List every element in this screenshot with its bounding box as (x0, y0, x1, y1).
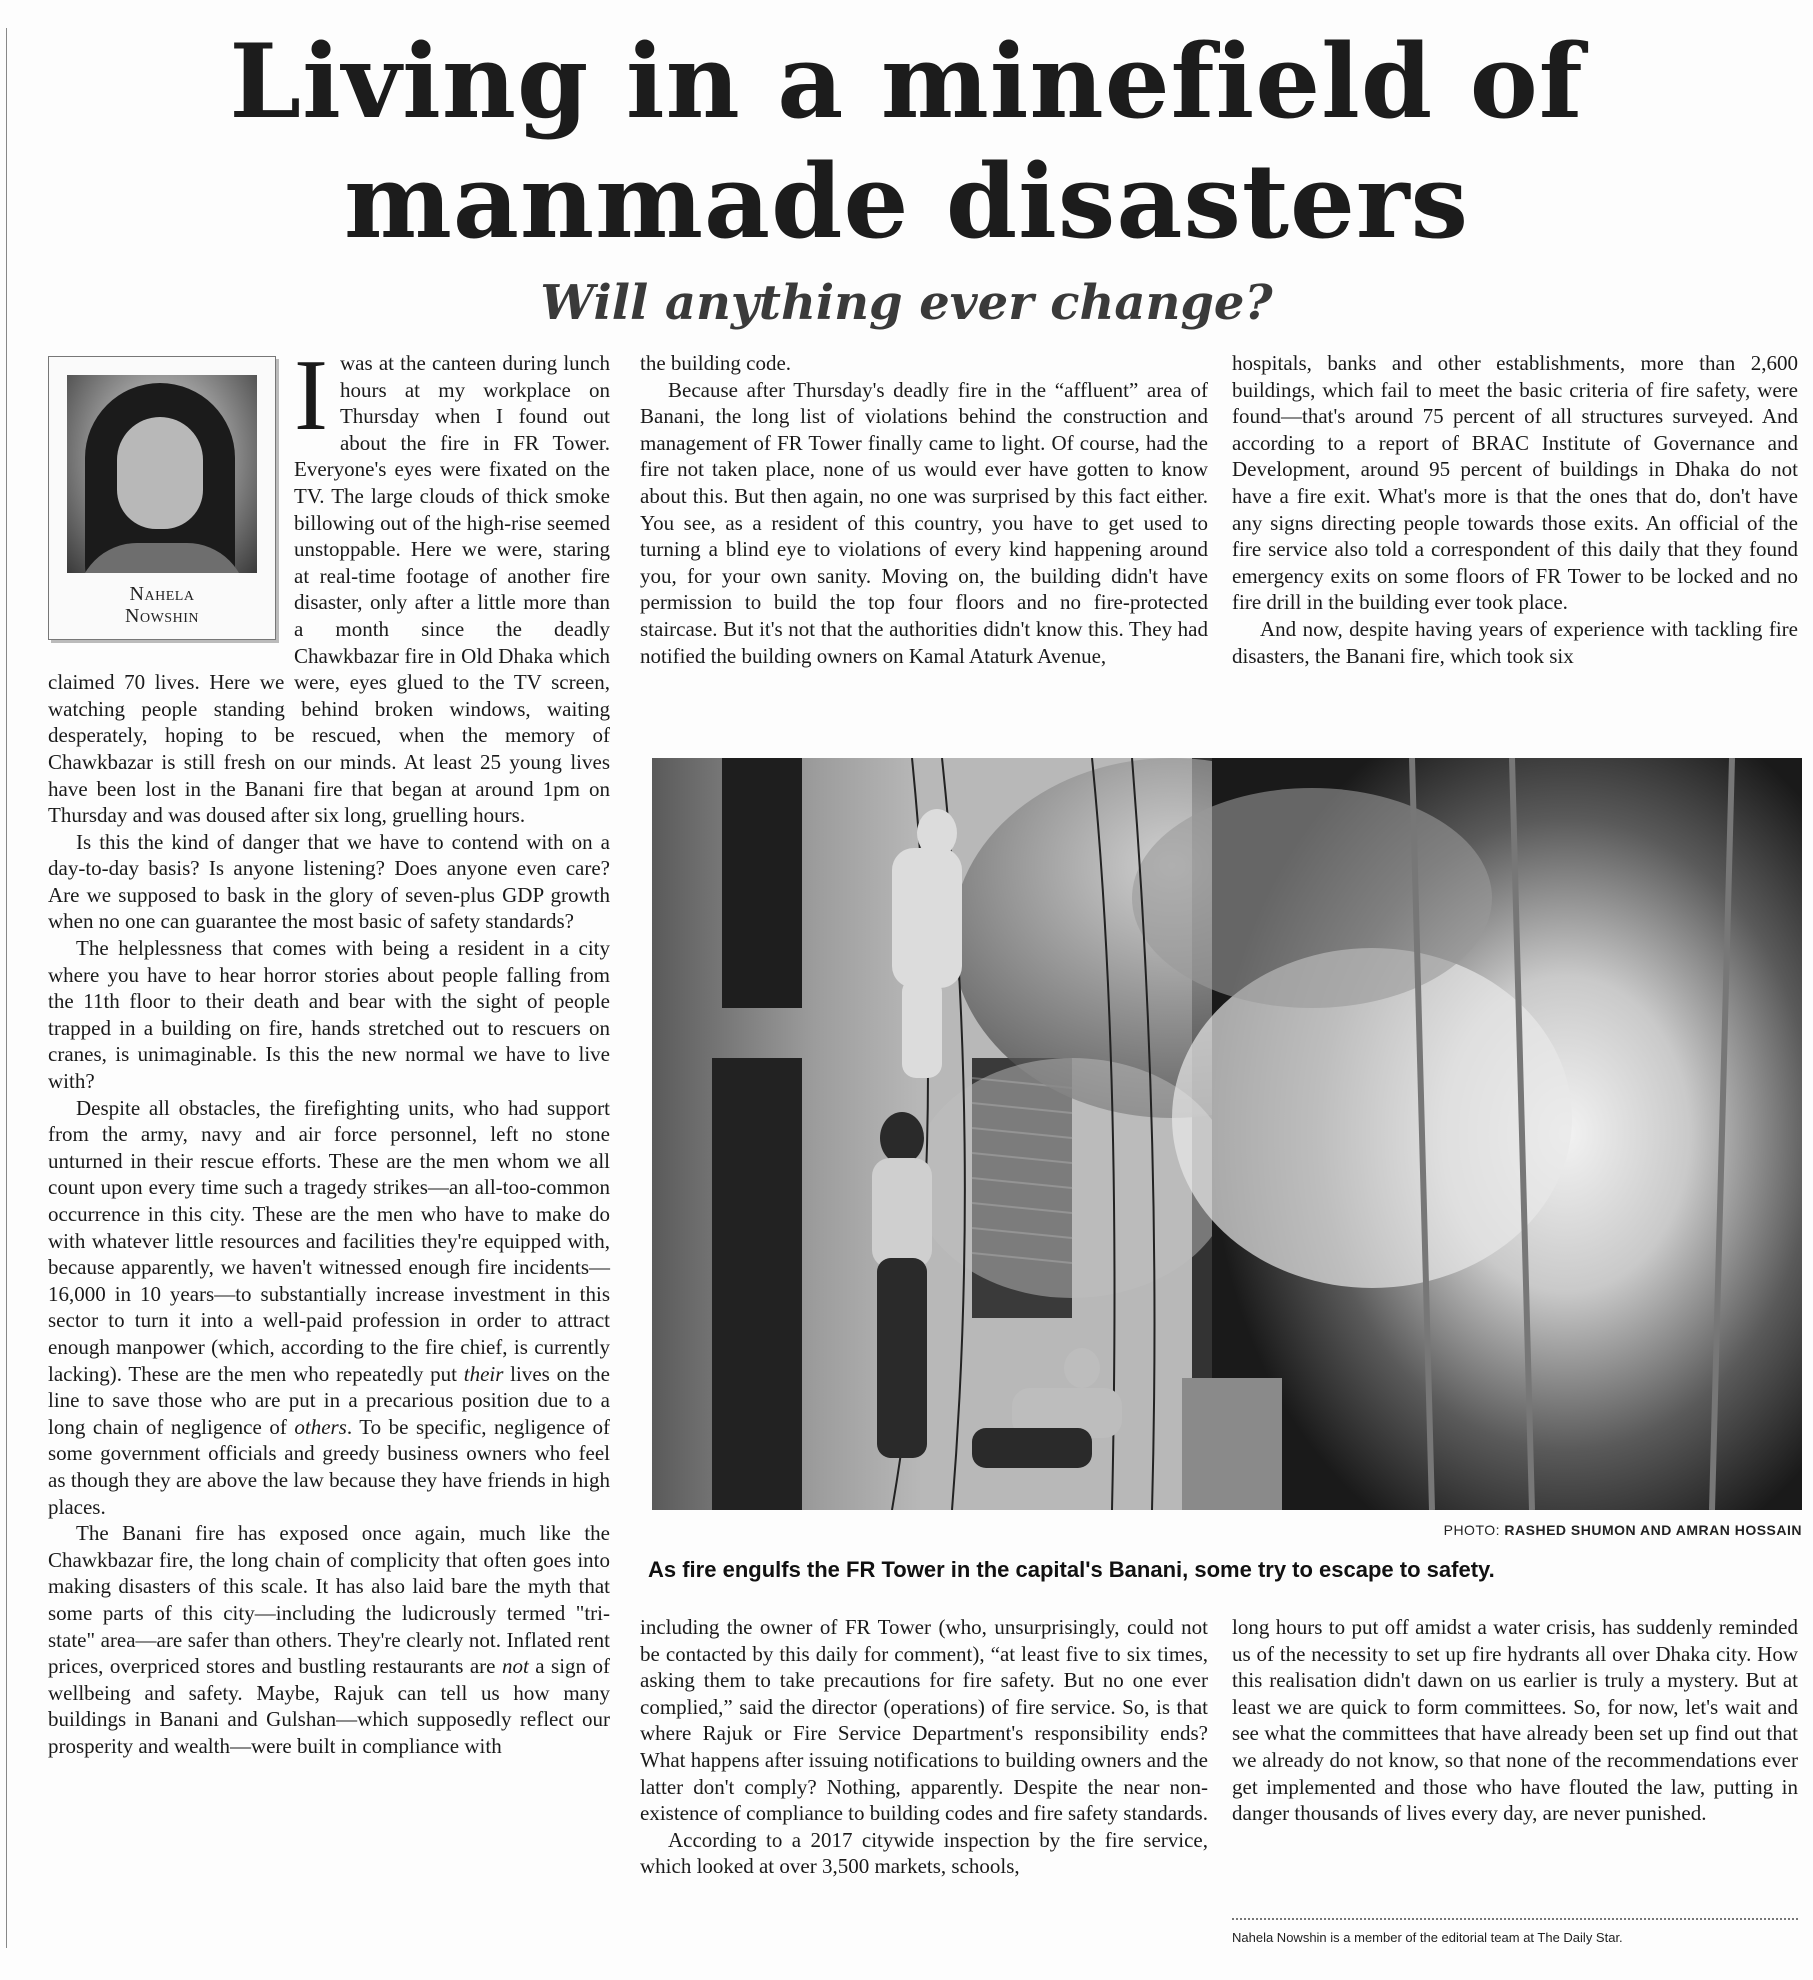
photo-caption: As fire engulfs the FR Tower in the capital's Banani, some try to escape to safety. (648, 1557, 1495, 1582)
paragraph: Is this the kind of danger that we have to contend with on a day-to-day basis? Is anyone listening? Does anyone even care? Are we supposed to bask in the glory of seven-plus GDP growth when no one can guarantee the most basic of safety standards? (48, 829, 610, 934)
photo-illustration (652, 758, 1802, 1510)
paragraph: According to a 2017 citywide inspection by the fire service, which looked at over 3,500 markets, schools, (640, 1827, 1208, 1879)
paragraph: the building code. (640, 351, 792, 375)
photo-credit: PHOTO: RASHED SHUMON AND AMRAN HOSSAIN (1443, 1522, 1802, 1538)
drop-cap: I (294, 339, 328, 452)
paragraph: Because after Thursday's deadly fire in the “affluent” area of Banani, the long list of violations behind the construction and management of FR Tower finally came to light. Of course, had the fire not taken place, none of us would ever have gotten to know about this. But then again, no one was surprised by this fact either. You see, as a resident of this country, you have to get used to turning a blind eye to violations of every kind happening around you, for your own sanity. Moving on, the building didn't have permission to build the top four floors and no fire-protected staircase. But it's not that the authorities didn't know this. They had notified the building owners on Kamal Ataturk Avenue, (640, 377, 1208, 668)
headline-line-2: manmade disasters (343, 142, 1470, 262)
article-column-3-top (1232, 350, 1798, 669)
author-name: Nahela Nowshin (125, 583, 199, 627)
footnote-divider (1232, 1918, 1798, 1920)
subheadline: Will anything ever change? (540, 275, 1273, 331)
headline (0, 22, 1813, 262)
author-box (48, 356, 276, 640)
paragraph: long hours to put off amidst a water crisis, has suddenly reminded us of the necessity to set up fire hydrants all over Dhaka city. How this realisation didn't dawn on us earlier is truly a mystery. But at least we are quick to form committees. So, for now, let's wait and see what the committees that have already been set up find out that we already do not know, so that none of the recommendations ever get implemented and those who have flouted the law, putting in danger thousands of lives every day, are never punished. (1232, 1615, 1798, 1826)
headline-line-1: Living in a minefield of (229, 22, 1584, 142)
paragraph: The Banani fire has exposed once again, much like the Chawkbazar fire, the long chain of complicity that often goes into making disasters of this scale. It has also laid bare the myth that some parts of this city—including the ludicrously termed "tri-state" area—are safer than others. They're clearly not. Inflated rent prices, overpriced stores and bustling restaurants are not a sign of wellbeing and safety. Maybe, Rajuk can tell us how many buildings in Banani and Gulshan—which supposedly reflect our prosperity and wealth—were built in compliance with (48, 1521, 611, 1758)
paragraph: hospitals, banks and other establishments, more than 2,600 buildings, which fail to meet the basic criteria of fire safety, were found—that's around 75 percent of all structures surveyed. And according to a report of BRAC Institute of Governance and Development, around 95 percent of buildings in Dhaka do not have a fire exit. What's more is that the ones that do, don't have any signs directing people towards those exits. An official of the fire service also told a correspondent of this daily that they found emergency exits on some floors of FR Tower to be locked and no fire drill in the building ever took place. (1232, 351, 1798, 615)
article-column-3-bottom (1232, 1614, 1798, 1827)
author-footnote: Nahela Nowshin is a member of the editorial team at The Daily Star. (1232, 1930, 1623, 1945)
paragraph: Despite all obstacles, the firefighting units, who had support from the army, navy and air force personnel, left no stone unturned in their rescue efforts. These are the men whom we all count upon every time such a tragedy strikes—an all-too-common occurrence in this city. These are the men who have to make do with whatever little resources and facilities they're equipped with, because apparently, we haven't witnessed enough fire incidents—16,000 in 10 years—to substantially increase investment in this sector to turn it into a well-paid profession in order to attract enough manpower (which, according to the fire chief, is currently lacking). These are the men who repeatedly put their lives on the line to save those who are put in a precarious position due to a long chain of negligence of others. To be specific, negligence of some government officials and greedy business owners who feel as though they are above the law because they have friends in high places. (48, 1095, 611, 1519)
article-column-2-bottom (640, 1614, 1208, 1880)
author-photo (67, 375, 257, 573)
article-column-1 (48, 339, 611, 1759)
fire-rescue-photo (652, 758, 1802, 1510)
article-column-2-top (640, 350, 1208, 669)
paragraph: The helplessness that comes with being a resident in a city where you have to hear horror stories about people falling from the 11th floor to their death and bear with the sight of people trapped in a building on fire, hands stretched out to rescuers on cranes, is unimaginable. Is this the new normal we have to live with? (48, 936, 610, 1094)
paragraph: including the owner of FR Tower (who, unsurprisingly, could not be contacted by this daily for comment), “at least five to six times, asking them to take precautions for fire safety. But no one ever complied,” said the director (operations) of fire service. So, is that where Rajuk or Fire Service Department's responsibility ends? What happens after issuing notifications to building owners and the latter don't comply? Nothing, apparently. Despite the near non-existence of compliance to building codes and fire safety standards. (640, 1615, 1208, 1826)
paragraph: Iwas at the canteen during lunch hours at my workplace on Thursday when I found out about the fire in FR Tower. Everyone's eyes were fixated on the TV. The large clouds of thick smoke billowing out of the high-rise seemed unstoppable. Here we were, staring at real-time footage of another fire disaster, only after a little more than a month since the deadly Chawkbazar fire in Old Dhaka which claimed 70 lives. Here we were, eyes glued to the TV screen, watching people standing behind broken windows, waiting desperately, hoping to be rescued, when the memory of Chawkbazar is still fresh on our minds. At least 25 young lives have been lost in the Banani fire that began at around 1pm on Thursday and was doused after six long, gruelling hours. (48, 339, 610, 828)
paragraph: And now, despite having years of experience with tackling fire disasters, the Banani fire, which took six (1232, 616, 1798, 668)
